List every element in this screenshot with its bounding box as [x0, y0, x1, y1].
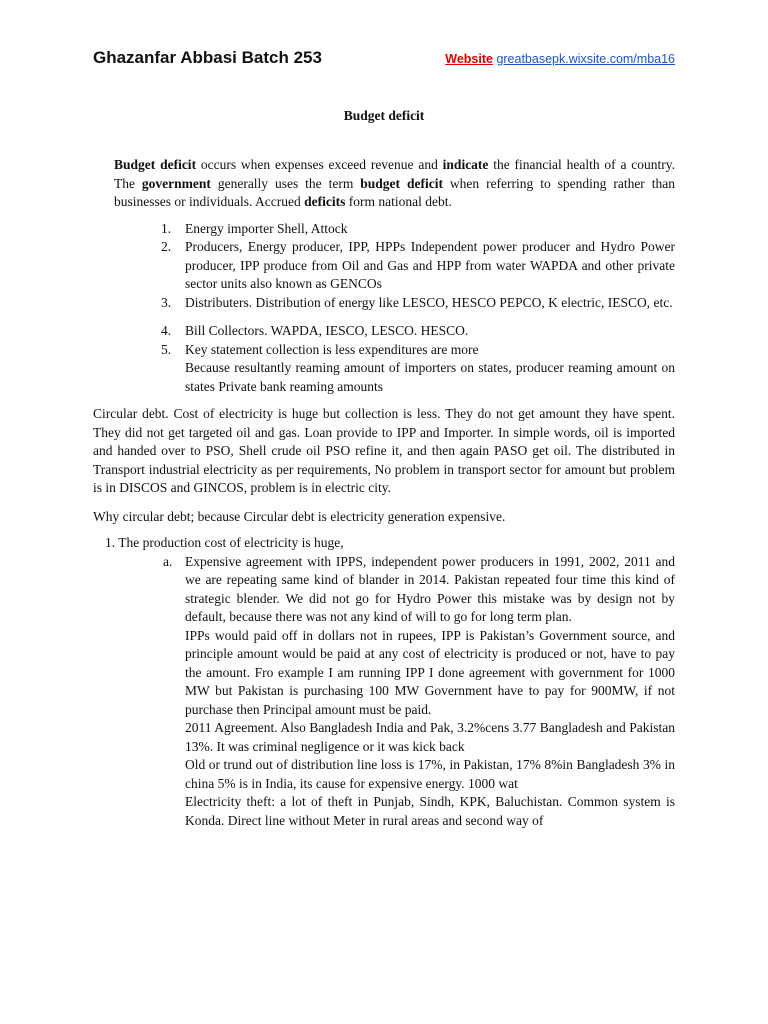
- list-number: 5.: [161, 341, 172, 357]
- sub-paragraph: IPPs would paid off in dollars not in rupees, IPP is Pakistan’s Government source, and principle amount would be paid at any cost of electricity is produced or not, have to pay the amount. Fro example I am running IPP I done agreement with government for 1000 MW but Pakistan is purchasing 100 MW Government have to pay for 900MW, if not purchase then Principal amount must be paid.: [185, 627, 675, 717]
- list-item-text: Key statement collection is less expenditures are more: [185, 341, 479, 357]
- list-item: [161, 341, 675, 397]
- sub-paragraph: Old or trund out of distribution line loss is 17%, in Pakistan, 17% 8%in Bangladesh 3% in china 5% is in India, its cause for expensive energy. 1000 wat: [185, 757, 675, 791]
- list-item-text: Bill Collectors. WAPDA, IESCO, LESCO. HESCO.: [185, 323, 469, 338]
- list-number: 4.: [161, 323, 172, 338]
- intro-paragraph: [93, 156, 675, 212]
- intro-term-budget-deficit: Budget deficit: [114, 157, 197, 172]
- list-number: 1.: [161, 220, 172, 236]
- intro-text: when referring to spending rather than businesses or individuals. Accrued: [114, 175, 675, 209]
- intro-term-government: government: [141, 175, 211, 191]
- document-title: Budget deficit: [343, 108, 425, 123]
- production-cost-item: 1. The production cost of electricity is huge,: [105, 535, 344, 550]
- list-item: [161, 238, 675, 294]
- list-item-text: Producers, Energy producer, IPP, HPPs Independent power producer and Hydro Power producer, IPP produce from Oil and Gas and HPP from water WAPDA and other private sector units also known as GENCOs: [185, 239, 675, 291]
- website-line: [445, 52, 675, 66]
- why-circular-debt-paragraph: Why circular debt; because Circular debt is electricity generation expensive.: [93, 508, 506, 524]
- intro-text: form national debt.: [345, 194, 452, 209]
- list-number: 2.: [161, 239, 172, 254]
- intro-text: occurs when expenses exceed revenue and: [196, 157, 443, 172]
- sub-paragraph: 2011 Agreement. Also Bangladesh India and Pak, 3.2%cens 3.77 Bangladesh and Pakistan 13%. It was criminal negligence or it was kick back: [185, 720, 675, 754]
- intro-text: the financial health of a country. The: [114, 157, 675, 191]
- production-subitem-a: [93, 553, 675, 831]
- intro-term-indicate: indicate: [442, 157, 489, 172]
- circular-debt-paragraph: Circular debt. Cost of electricity is huge but collection is less. They do not get amount they have spent. They did not get targeted oil and gas. Loan provide to IPP and Importer. In simple words, oil is imported and handed over to PSO, Shell crude oil PSO refine it, and then again PASO get oil. The distributed in Transport industrial electricity as per requirements, No problem in transport sector for amount but problem is in DISCOS and GINCOS, problem is in electric city.: [93, 406, 675, 495]
- website-label: Website: [445, 52, 493, 66]
- list-item-text: Distributers. Distribution of energy like LESCO, HESCO PEPCO, K electric, IESCO, etc.: [185, 294, 673, 310]
- page-header: [93, 48, 675, 74]
- website-link[interactable]: greatbasepk.wixsite.com/mba16: [496, 52, 675, 66]
- sub-list-letter: a.: [163, 553, 173, 569]
- list-item: [161, 294, 675, 313]
- intro-term-budget-deficit: budget deficit: [360, 175, 443, 191]
- document-body: [93, 156, 675, 830]
- list-item-extra-text: Because resultantly reaming amount of importers on states, producer reaming amount on states Private bank reaming amounts: [185, 360, 675, 394]
- sub-paragraph: Expensive agreement with IPPS, independent power producers in 1991, 2002, 2011 and we are repeating same kind of blander in 2014. Pakistan repeated four time this kind of strategic blender. We did not go for Hydro Power this mistake was by design not by default, because there was not any kind of will to go for long term plan.: [185, 553, 675, 624]
- list-item: [161, 220, 675, 239]
- intro-term-deficits: deficits: [304, 194, 346, 209]
- author-heading: Ghazanfar Abbasi Batch 253: [93, 48, 322, 67]
- list-item-text: Energy importer Shell, Attock: [185, 220, 348, 236]
- list-item: [161, 322, 675, 341]
- energy-chain-list: [93, 220, 675, 397]
- list-number: 3.: [161, 294, 172, 310]
- intro-text: generally uses the term: [210, 175, 361, 191]
- sub-paragraph: Electricity theft: a lot of theft in Punjab, Sindh, KPK, Baluchistan. Common system is Konda. Direct line without Meter in rural areas and second way of: [185, 794, 675, 828]
